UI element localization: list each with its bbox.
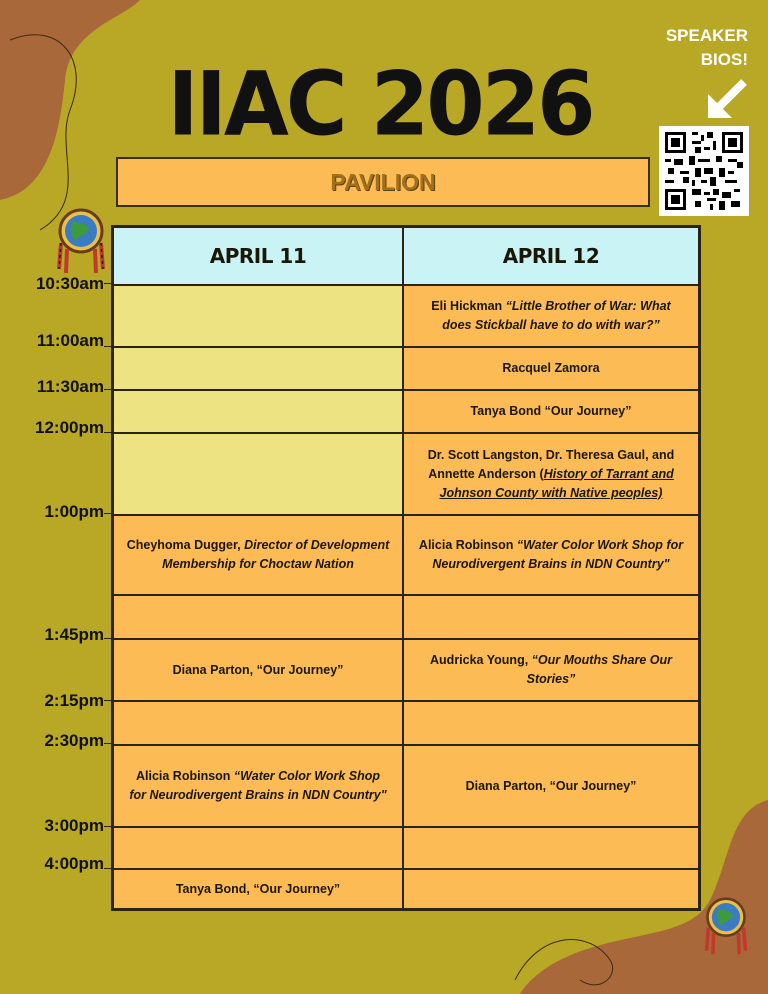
time-label: 11:30am xyxy=(36,377,104,396)
slot-empty xyxy=(113,701,403,745)
dreamcatcher-logo-bottom xyxy=(700,896,752,956)
session-title: History of Tarrant and Johnson County with Native peoples) xyxy=(439,466,674,500)
speaker-name: Alicia Robinson xyxy=(135,769,231,783)
session-text xyxy=(416,446,686,503)
session-tanya-bond: Tanya Bond “Our Journey” xyxy=(403,390,699,433)
time-label: 3:00pm xyxy=(44,816,104,835)
session-racquel-zamora: Racquel Zamora xyxy=(403,347,699,390)
session-langston-gaul-anderson xyxy=(403,433,699,515)
venue-banner: PAVILION xyxy=(116,157,650,207)
session-cheyhoma-dugger xyxy=(113,515,403,595)
event-title: IIAC 2026 xyxy=(167,52,593,156)
session-tanya-bond: Tanya Bond, “Our Journey” xyxy=(113,869,403,909)
speaker-label-line2: BIOS! xyxy=(700,50,748,69)
session-title: “Our Mouths Share Our Stories” xyxy=(526,653,672,686)
session-diana-parton: Diana Parton, “Our Journey” xyxy=(403,745,699,827)
time-label: 1:45pm xyxy=(44,625,104,644)
speaker-bios-label xyxy=(666,24,748,72)
time-label: 12:00pm xyxy=(35,418,104,437)
slot-empty xyxy=(403,869,699,909)
session-text xyxy=(416,297,686,335)
slot-empty xyxy=(113,827,403,869)
session-audricka-young xyxy=(403,639,699,701)
slot-empty xyxy=(403,827,699,869)
schedule-table xyxy=(111,225,701,911)
session-title: “Little Brother of War: What does Stickball have to do with war?” xyxy=(442,299,671,332)
qr-code[interactable] xyxy=(659,126,749,216)
slot-empty xyxy=(113,347,403,390)
time-label: 1:00pm xyxy=(44,502,104,521)
speaker-name: Alicia Robinson xyxy=(418,538,514,552)
column-header-april-12: APRIL 12 xyxy=(403,227,699,285)
slot-empty xyxy=(403,701,699,745)
qr-code-icon xyxy=(665,132,743,210)
session-text xyxy=(126,767,390,805)
slot-empty xyxy=(113,595,403,639)
speaker-name: Audricka Young, xyxy=(430,653,529,667)
session-diana-parton: Diana Parton, “Our Journey” xyxy=(113,639,403,701)
session-alicia-robinson xyxy=(113,745,403,827)
column-header-april-11: APRIL 11 xyxy=(113,227,403,285)
slot-empty xyxy=(113,433,403,515)
session-text xyxy=(126,536,390,574)
speaker-label-line1: SPEAKER xyxy=(665,26,748,45)
speaker-name: Eli Hickman xyxy=(431,299,503,313)
speaker-names: Dr. Scott Langston, Dr. Theresa Gaul, and Annette Anderson ( xyxy=(427,447,675,481)
arrow-down-left-icon xyxy=(704,78,748,122)
slot-empty xyxy=(403,595,699,639)
slot-empty xyxy=(113,390,403,433)
slot-empty xyxy=(113,285,403,347)
session-eli-hickman xyxy=(403,285,699,347)
dreamcatcher-logo xyxy=(55,207,107,275)
time-label: 10:30am xyxy=(35,274,104,293)
session-title: Director of Development Membership for Choctaw Nation xyxy=(162,538,390,571)
session-title: “Water Color Work Shop for Neurodivergent Brains in NDN Country" xyxy=(432,538,684,571)
time-label: 2:15pm xyxy=(44,691,104,710)
time-label: 4:00pm xyxy=(44,854,104,873)
session-title: “Water Color Work Shop for Neurodivergent Brains in NDN Country" xyxy=(129,769,387,802)
session-text xyxy=(416,536,686,574)
time-label: 11:00am xyxy=(36,331,104,350)
session-text xyxy=(416,651,686,689)
time-label: 2:30pm xyxy=(44,731,104,750)
session-alicia-robinson xyxy=(403,515,699,595)
speaker-name: Cheyhoma Dugger, xyxy=(126,538,241,552)
